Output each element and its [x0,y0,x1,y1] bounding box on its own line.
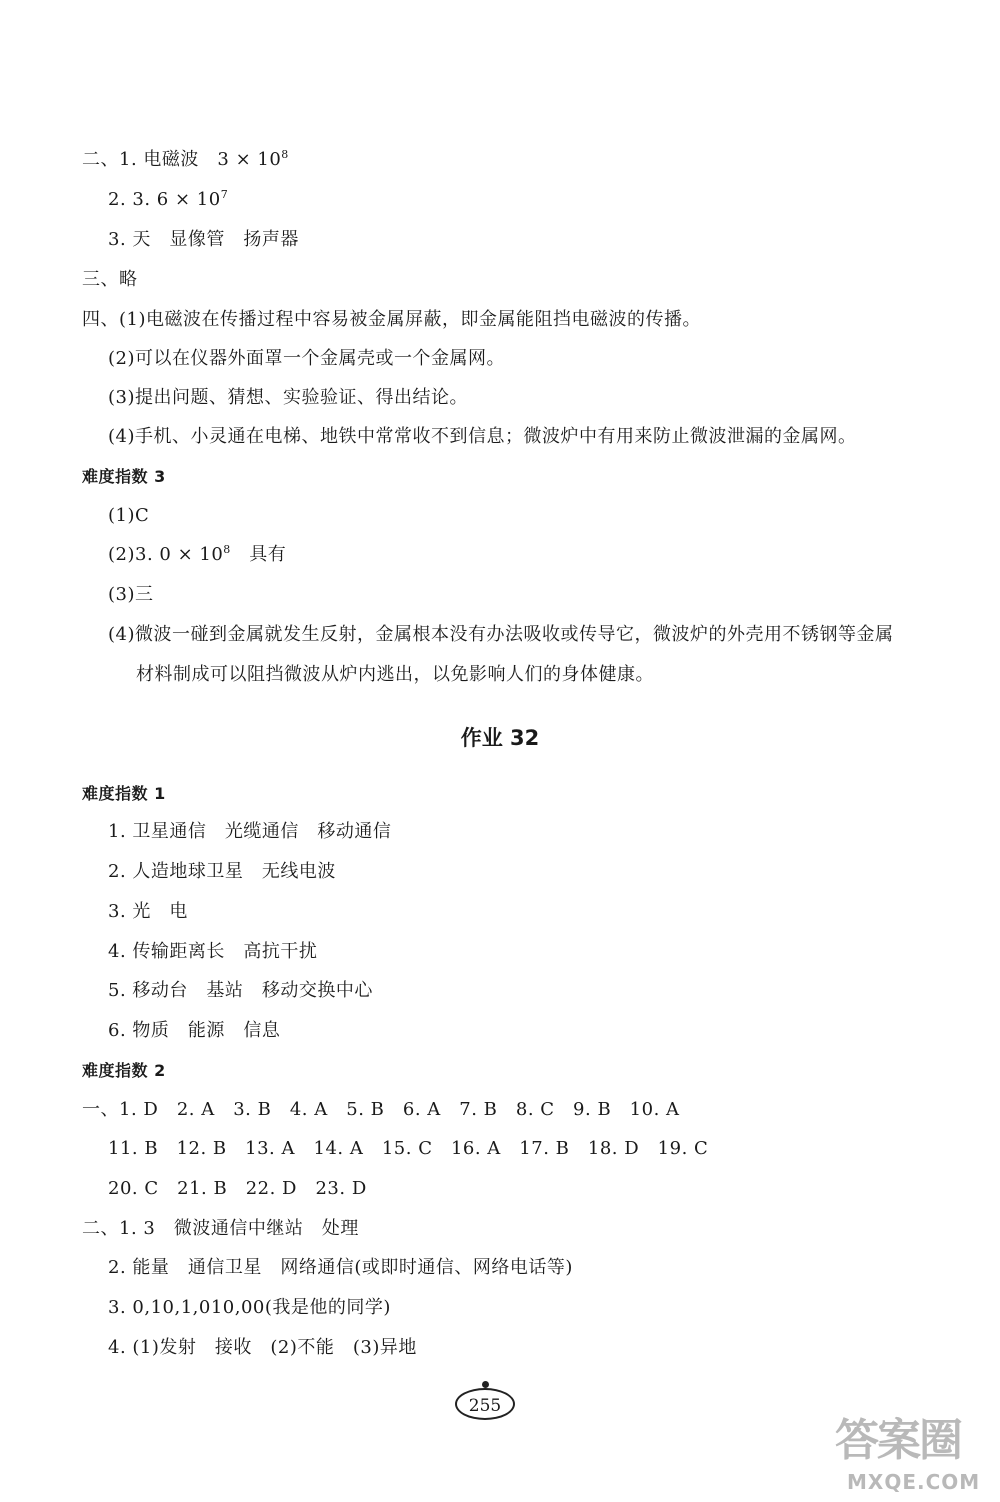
answer-line: (2)可以在仪器外面罩一个金属壳或一个金属网。 [108,348,505,369]
list-item: 3. 光 电 [108,901,188,922]
answer-line: 三、略 [82,269,138,290]
answer-line: 2. 3. $6 \times 10^7$ [108,188,229,210]
answer-line: (4)微波一碰到金属就发生反射，金属根本没有办法吸收或传导它，微波炉的外壳用不锈钢等金属 [108,624,894,645]
list-item: 1. 卫星通信 光缆通信 移动通信 [108,821,392,842]
answer-line: (4)手机、小灵通在电梯、地铁中常常收不到信息；微波炉中有用来防止微波泄漏的金属网。 [108,426,857,447]
section-title: 作业 32 [460,726,540,750]
answer-line: (1)C [108,505,150,526]
answer-line: 材料制成可以阻挡微波从炉内逃出，以免影响人们的身体健康。 [136,664,654,685]
list-item: 2. 能量 通信卫星 网络通信(或即时通信、网络电话等) [108,1257,573,1278]
watermark-logo [835,1416,995,1498]
difficulty-heading: 难度指数 2 [82,1061,166,1080]
watermark-url: MXQE.COM [847,1470,981,1494]
answer-line: (3)提出问题、猜想、实验验证、得出结论。 [108,387,468,408]
list-item: 二、1. 3 微波通信中继站 处理 [82,1218,359,1239]
list-item: 5. 移动台 基站 移动交换中心 [108,980,373,1001]
list-item: 4. 传输距离长 高抗干扰 [108,941,318,962]
difficulty-heading: 难度指数 3 [82,467,166,486]
watermark-text: 答案圈 [835,1415,961,1466]
page-number: 255 [455,1388,515,1420]
list-item: 20. C 21. B 22. D 23. D [108,1178,367,1199]
answer-line: 四、(1)电磁波在传播过程中容易被金属屏蔽，即金属能阻挡电磁波的传播。 [82,309,701,330]
list-item: 6. 物质 能源 信息 [108,1020,281,1041]
list-item: 一、1. D 2. A 3. B 4. A 5. B 6. A 7. B 8. C 9. B 10. A [82,1099,680,1120]
answer-line: 3. 天 显像管 扬声器 [108,229,299,250]
list-item: 11. B 12. B 13. A 14. A 15. C 16. A 17. B 18. D 19. C [108,1138,709,1159]
page-number-dot [482,1381,489,1388]
answer-line: (3)三 [108,584,154,605]
list-item: 4. (1)发射 接收 (2)不能 (3)异地 [108,1337,417,1358]
answer-line: 二、1. 电磁波 $3 \times 10^8$ [82,148,289,170]
list-item: 2. 人造地球卫星 无线电波 [108,861,336,882]
answer-line: (2)3. $0 \times 10^8$ 具有 [108,543,287,565]
list-item: 3. 0,10,1,010,00(我是他的同学) [108,1297,391,1318]
difficulty-heading: 难度指数 1 [82,784,166,803]
